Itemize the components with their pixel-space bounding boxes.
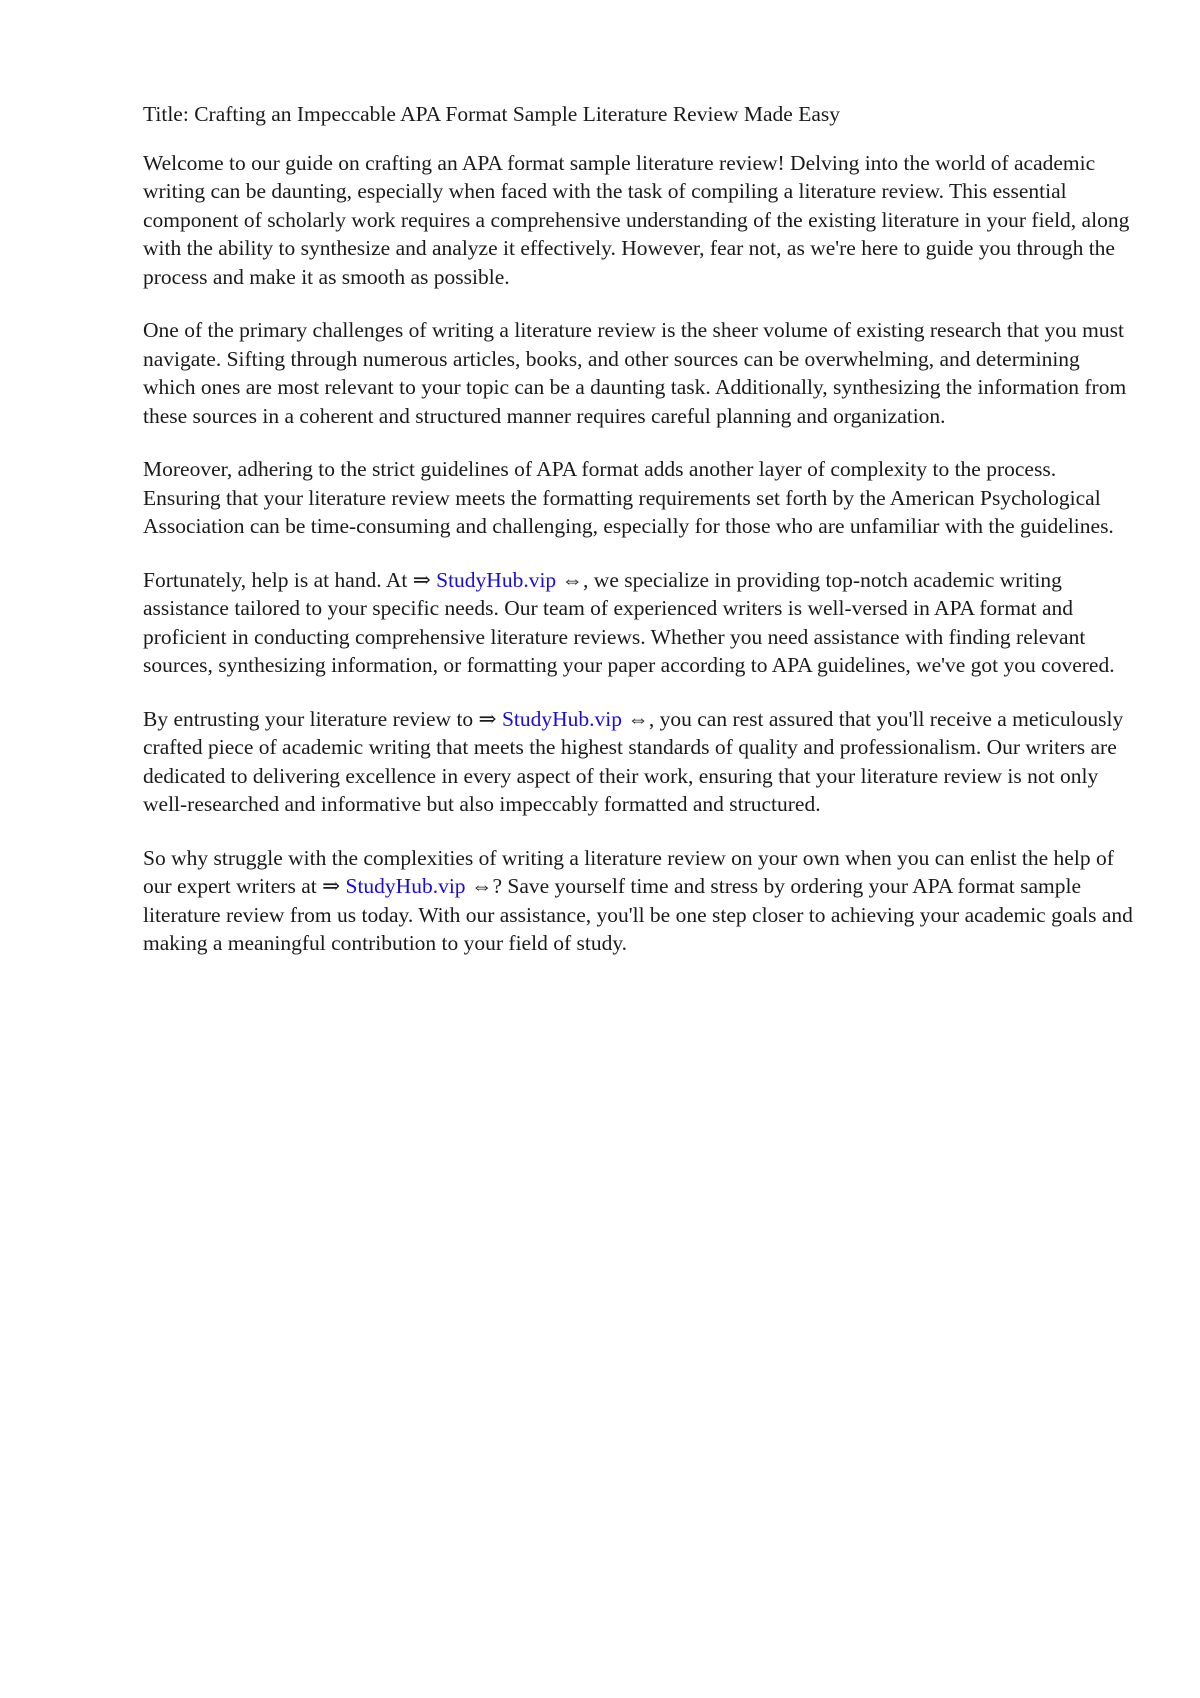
paragraph-help <box>143 566 1133 680</box>
paragraph-apa-format: Moreover, adhering to the strict guidelines of APA format adds another layer of complexity to the process. Ensuring that your literature review meets the formatting requirements set forth by the American Psychological Association can be time-consuming and challenging, especially for those who are unfamiliar with the guidelines. <box>143 457 1114 538</box>
paragraph-intro: Welcome to our guide on crafting an APA format sample literature review! Delving into the world of academic writing can be daunting, especially when faced with the task of compiling a literature review. This essential component of scholarly work requires a comprehensive understanding of the existing literature in your field, along with the ability to synthesize and analyze it effectively. However, fear not, as we're here to guide you through the process and make it as smooth as possible. <box>143 150 1130 289</box>
paragraph-conclusion-text-after: ⇔? Save yourself time and stress by ordering your APA format sample literature review from us today. With our assistance, you'll be one step closer to achieving your academic goals and making a meaningful contribution to your field of study. <box>143 874 1133 955</box>
paragraph-conclusion-text-before: So why struggle with the complexities of writing a literature review on your own when you can enlist the help of our expert writers at ⇒ <box>143 845 1114 898</box>
studyhub-link[interactable]: StudyHub.vip <box>501 706 623 731</box>
paragraph-entrusting-text-before: By entrusting your literature review to ⇒ <box>143 706 502 731</box>
paragraph-entrusting-text-after: ⇔, you can rest assured that you'll receive a meticulously crafted piece of academic writing that meets the highest standards of quality and professionalism. Our writers are dedicated to delivering excellence in every aspect of their work, ensuring that your literature review is not only well-researched and informative but also impeccably formatted and structured. <box>143 706 1124 816</box>
studyhub-link[interactable]: StudyHub.vip <box>436 567 557 592</box>
paragraph-help-text-after: ⇔, we specialize in providing top-notch academic writing assistance tailored to your specific needs. Our team of experienced writers is well-versed in APA format and proficient in conducting comprehensive literature reviews. Whether you need assistance with finding relevant sources, synthesizing information, or formatting your paper according to APA guidelines, we've got you covered. <box>143 567 1115 677</box>
paragraph-help-text-before: Fortunately, help is at hand. At ⇒ <box>143 567 437 592</box>
paragraph-entrusting <box>143 705 1133 819</box>
paragraph-conclusion <box>143 844 1133 958</box>
paragraph-challenges: One of the primary challenges of writing a literature review is the sheer volume of existing research that you must navigate. Sifting through numerous articles, books, and other sources can be overwhelming, and determining which ones are most relevant to your topic can be a daunting task. Additionally, synthesizing the information from these sources in a coherent and structured manner requires careful planning and organization. <box>143 318 1127 428</box>
document-page <box>143 100 1133 983</box>
document-title: Title: Crafting an Impeccable APA Format Sample Literature Review Made Easy <box>143 102 841 126</box>
studyhub-link[interactable]: StudyHub.vip <box>345 874 466 898</box>
